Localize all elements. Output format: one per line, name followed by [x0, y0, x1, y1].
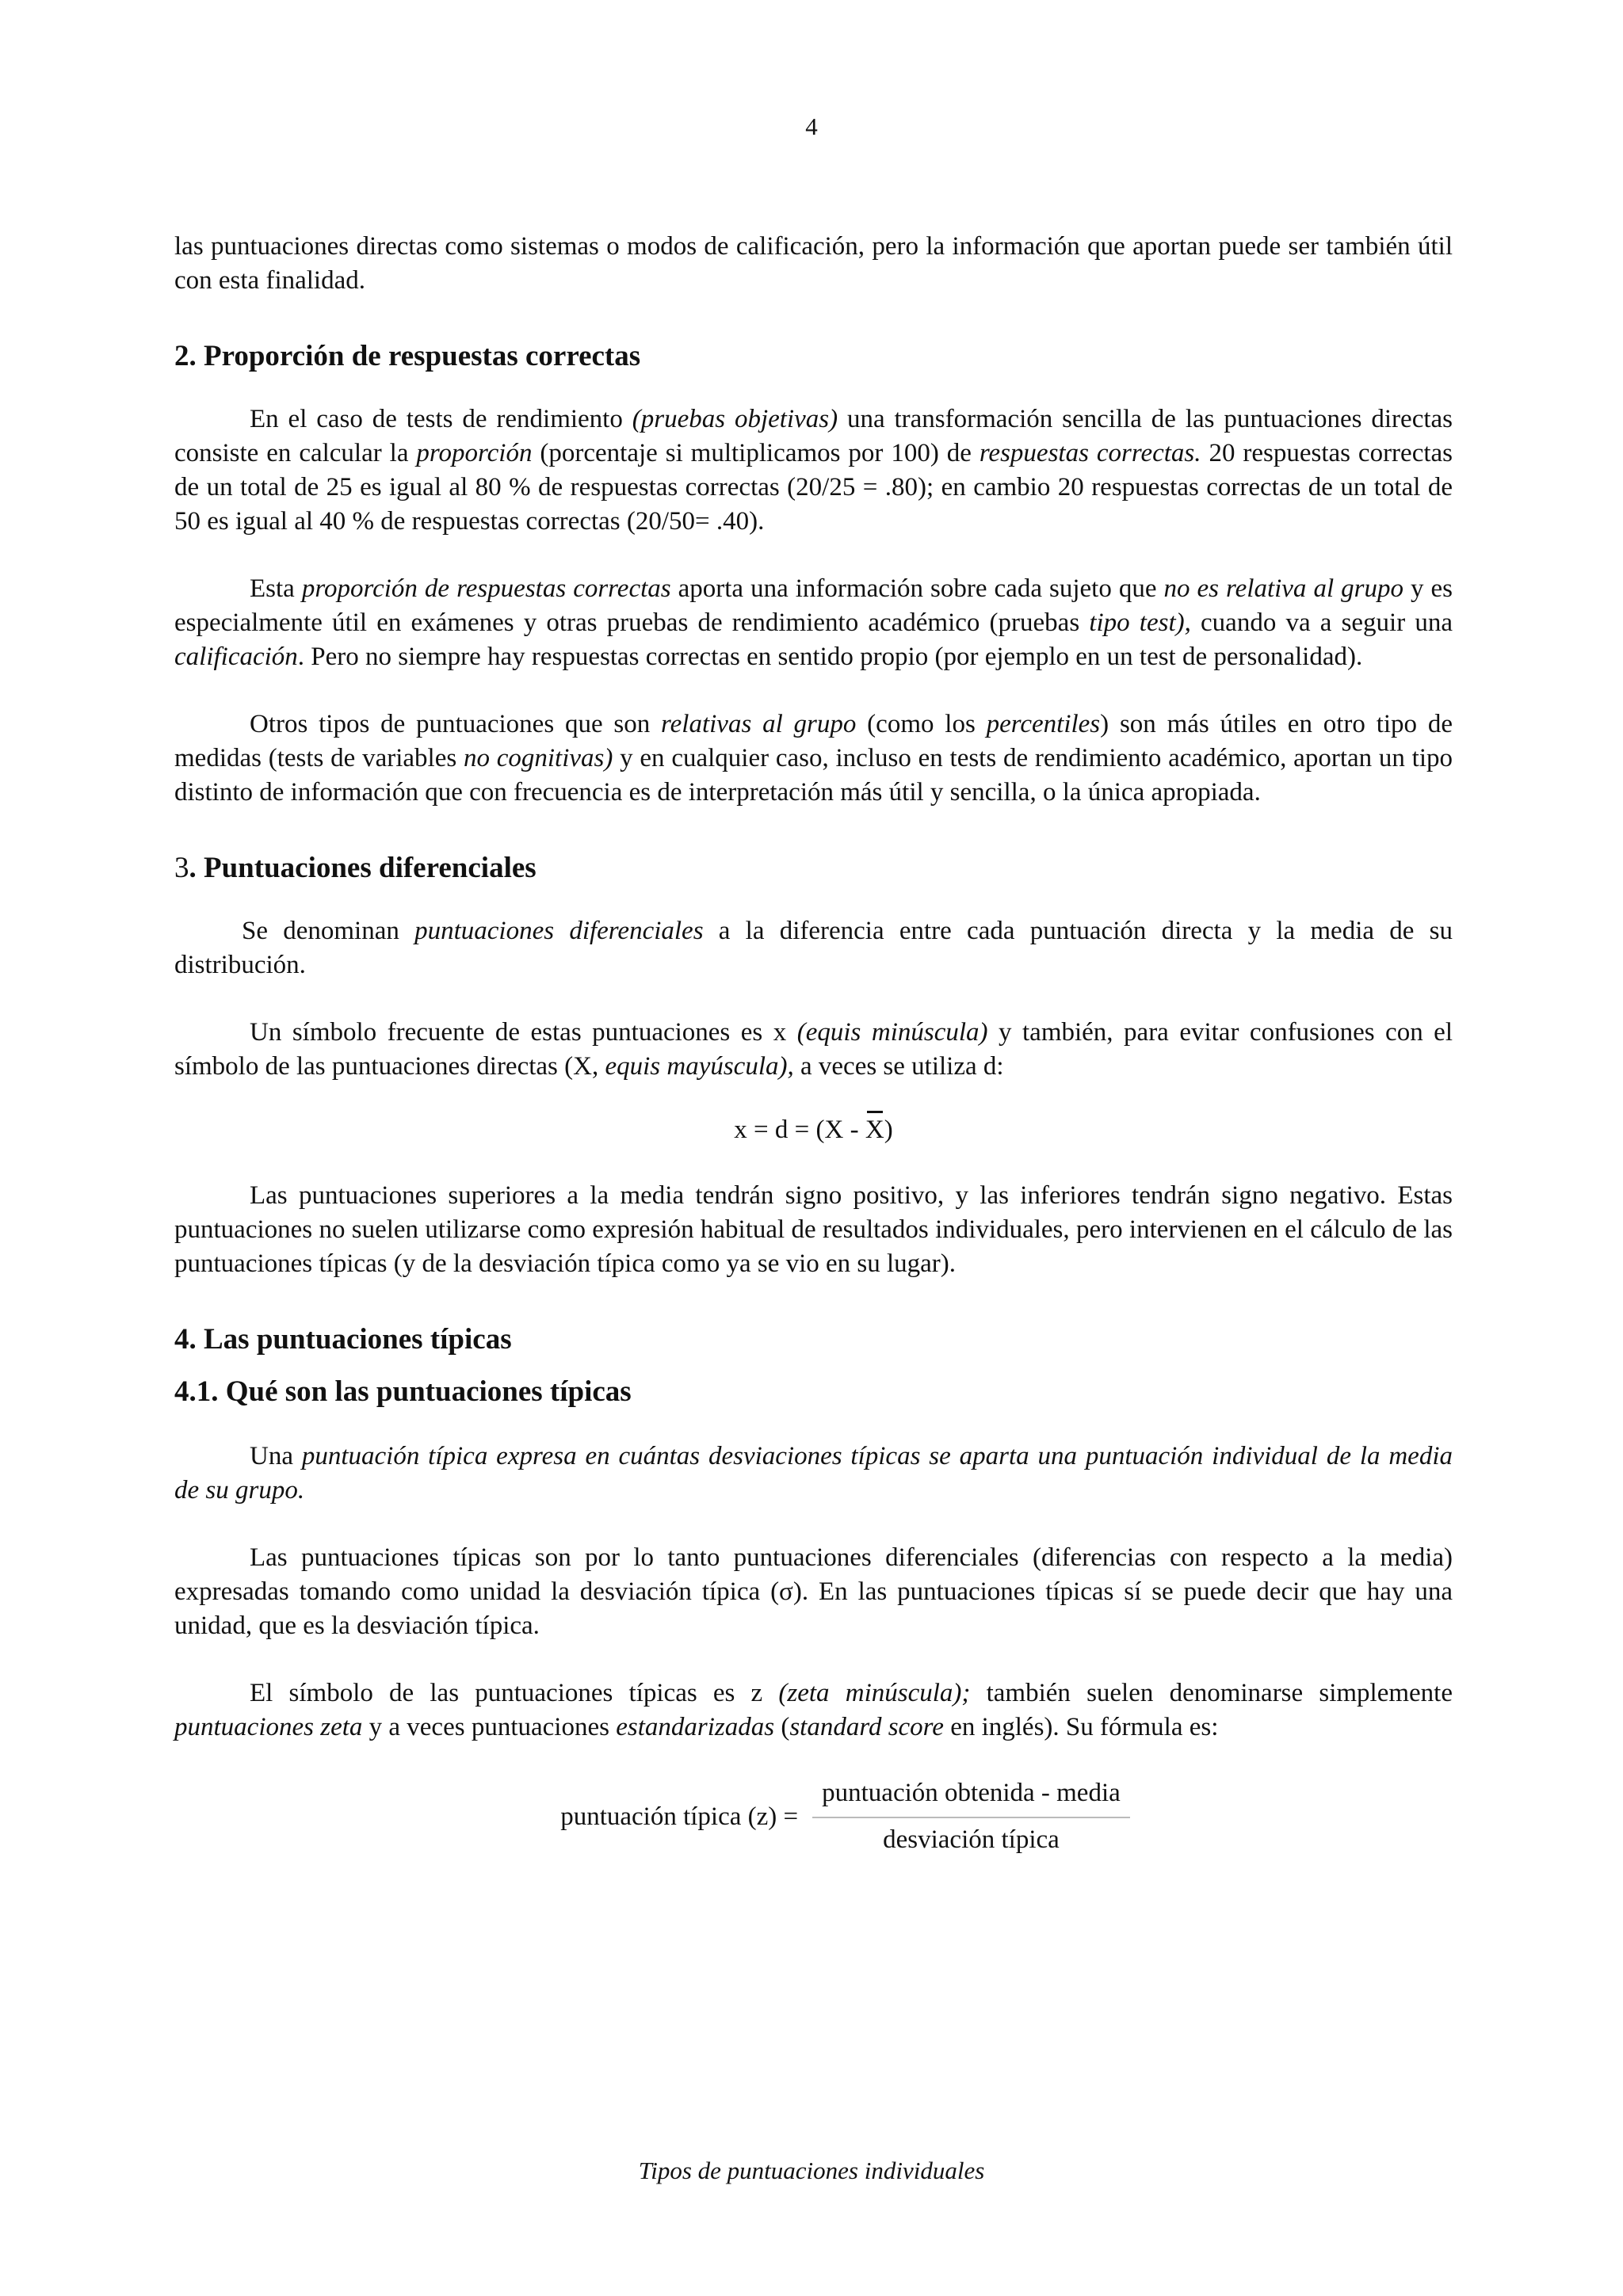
- section-3-paragraph-1: Se denominan puntuaciones diferenciales a la diferencia entre cada puntuación directa y la media de su distribución.: [174, 917, 1453, 979]
- section-2-paragraph-3: Otros tipos de puntuaciones que son relativas al grupo (como los percentiles) son más útiles en otro tipo de medidas (tests de variables no cognitivas) y en cualquier caso, incluso en tests de rendimiento académico, aportan un tipo distinto de información que con frecuencia es de interpretación más útil y sencilla, o la única apropiada.: [174, 710, 1453, 807]
- page-body: [174, 230, 1453, 1857]
- formula-fraction: [812, 1776, 1130, 1857]
- section-2-paragraph-1: En el caso de tests de rendimiento (pruebas objetivas) una transformación sencilla de las puntuaciones directas consiste en calcular la proporción (porcentaje si multiplicamos por 100) de respuestas correctas. 20 respuestas correctas de un total de 25 es igual al 80 % de respuestas correctas (20/25 = .80); en cambio 20 respuestas correctas de un total de 50 es igual al 40 % de respuestas correctas (20/50= .40).: [174, 405, 1453, 536]
- mean-symbol: X: [865, 1112, 884, 1147]
- section-4-1-paragraph-2: Las puntuaciones típicas son por lo tanto puntuaciones diferenciales (diferencias con respecto a la media) expresadas tomando como unidad la desviación típica (σ). En las puntuaciones típicas sí se puede decir que hay una unidad, que es la desviación típica.: [174, 1543, 1453, 1640]
- section-4-1-paragraph-3: El símbolo de las puntuaciones típicas es z (zeta minúscula); también suelen denominarse simplemente puntuaciones zeta y a veces puntuaciones estandarizadas (standard score en inglés). Su fórmula es:: [174, 1679, 1453, 1741]
- section-3-paragraph-2: Un símbolo frecuente de estas puntuaciones es x (equis minúscula) y también, para evitar confusiones con el símbolo de las puntuaciones directas (X, equis mayúscula), a veces se utiliza d:: [174, 1018, 1453, 1081]
- page-number: 4: [805, 113, 818, 140]
- section-4-1-heading: 4.1. Qué son las puntuaciones típicas: [174, 1375, 632, 1408]
- section-3-paragraph-3: Las puntuaciones superiores a la media tendrán signo positivo, y las inferiores tendrán signo negativo. Estas puntuaciones no suelen utilizarse como expresión habitual de resultados individuales, pero intervienen en el cálculo de las puntuaciones típicas (y de la desviación típica como ya se vio en su lugar).: [174, 1181, 1453, 1278]
- intro-paragraph: las puntuaciones directas como sistemas o modos de calificación, pero la información que aportan puede ser también útil con esta finalidad.: [174, 232, 1453, 295]
- differential-score-formula: x = d = (X - X): [174, 1112, 1453, 1147]
- section-4-heading: 4. Las puntuaciones típicas: [174, 1323, 512, 1356]
- formula-numerator: puntuación obtenida - media: [822, 1779, 1121, 1807]
- z-score-formula: [238, 1776, 1453, 1857]
- formula-denominator: desviación típica: [883, 1825, 1060, 1854]
- section-2-paragraph-2: Esta proporción de respuestas correctas aporta una información sobre cada sujeto que no es relativa al grupo y es especialmente útil en exámenes y otras pruebas de rendimiento académico (pruebas tipo test), cuando va a seguir una calificación. Pero no siempre hay respuestas correctas en sentido propio (por ejemplo en un test de personalidad).: [174, 574, 1453, 671]
- section-3-heading: 3. Puntuaciones diferenciales: [174, 852, 537, 884]
- section-2-heading: 2. Proporción de respuestas correctas: [174, 340, 641, 372]
- page-footer: Tipos de puntuaciones individuales: [638, 2157, 985, 2184]
- formula-lhs: puntuación típica (z) =: [560, 1802, 799, 1831]
- section-4-1-paragraph-1: Una puntuación típica expresa en cuántas desviaciones típicas se aparta una puntuación individual de la media de su grupo.: [174, 1442, 1453, 1505]
